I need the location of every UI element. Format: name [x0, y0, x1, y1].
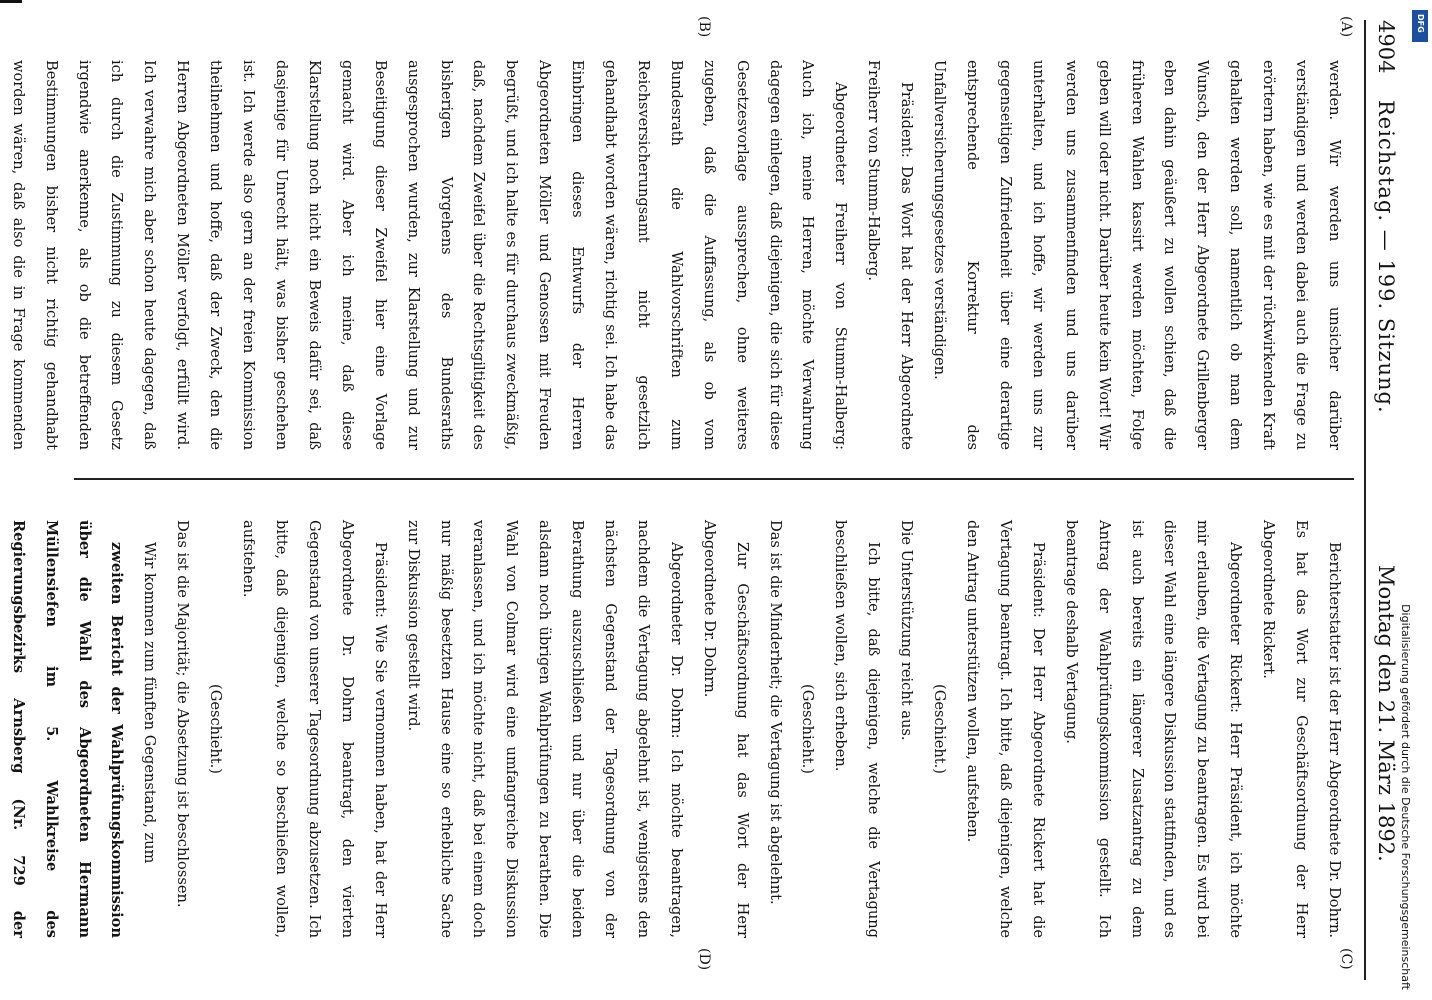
stage-direction: (Geschieht.)	[931, 684, 949, 774]
paragraph: Präsident: Wie Sie vernommen haben, hat der Herr Abgeordnete Dr. Dohrn beantragt, den vierten Gegenstand von unserer Tagesordnung abzusetzen. Ich bitte, daß diejenigen, welche so beschließen wollen, aufstehen.	[240, 520, 389, 938]
paragraph: Präsident: Das Wort hat der Herr Abgeordnete Freiherr von Stumm-Halberg.	[865, 60, 916, 450]
rotated-document-page	[9, 0, 1412, 1000]
margin-marker-c: (C)	[1338, 948, 1354, 970]
paragraph: Abgeordneter Dr. Dohrn: Ich möchte beantragen, nachdem die Vertagung abgelehnt ist, wenigstens den nächsten Gegenstand der Tagesordnung von der Berathung auszuschließen und nur über die beiden alsdann noch übrigen Wahlprüfungen zu berathen. Die Wahl von Colmar wird eine umfangreiche Diskussion veranlassen, und ich möchte nicht, daß bei einem doch nur mäßig besetzten Hause eine so erhebliche Sache zur Diskussion gestellt wird.	[404, 520, 685, 938]
session-date: Montag den 21. März 1892.	[1374, 565, 1398, 862]
digitization-credit	[1392, 30, 1418, 990]
credit-text: Digitalisierung gefördert durch die Deutsche Forschungsgemeinschaft	[1399, 604, 1412, 990]
left-text-column	[9, 60, 1350, 450]
paragraph: Die Unterstützung reicht aus.	[898, 520, 916, 741]
paragraph: Wir kommen zum fünften Gegenstand, zum	[141, 542, 159, 864]
stage-direction: (Geschieht.)	[799, 684, 817, 774]
margin-marker-a: (A)	[1338, 16, 1354, 38]
paragraph: Das ist die Minderheit; die Vertagung ist abgelehnt.	[766, 520, 784, 905]
paragraph: werden. Wir werden uns unsicher darüber verständigen und werden dabei auch die Frage zu erörtern haben, wie es mit der rückwirkenden Kraft gehalten werden soll, namentlich ob man dem Wunsch, den der Herr Abgeordnete Grillenberger eben dahin geäußert zu wollen schien, daß die früheren Wahlen kassirt werden möchten, Folge geben will oder nicht. Darüber heute kein Wort! Wir werden uns zusammenfinden und uns darüber unterhalten, und ich hoffe, wir werden uns zur gegenseitigen Zufriedenheit über eine derartige entsprechende Korrektur des Unfallversicherungsgesetzes verständigen.	[931, 60, 1343, 450]
paragraph: Abgeordneter Rickert: Herr Präsident, ich möchte mir erlauben, die Vertagung zu beantragen. Es wird bei dieser Wahl eine längere Diskussion stattfinden, und es ist auch bereits ein längerer Zusatzantrag zu dem Antrag der Wahlprüfungskommission gestellt. Ich beantrage deshalb Vertagung.	[1062, 520, 1245, 938]
margin-marker-d: (D)	[696, 948, 712, 971]
paragraph: Das ist die Majorität; die Absetzung ist beschlossen.	[174, 520, 192, 908]
paragraph: Präsident: Der Herr Abgeordnete Rickert hat die Vertagung beantragt. Ich bitte, daß diejenigen, welche den Antrag unterstützen wollen, aufstehen.	[964, 520, 1047, 938]
agenda-item: zweiten Bericht der Wahlprüfungskommission über die Wahl des Abgeordneten Hermann Müllensiefen im 5. Wahlkreise des Regierungsbezirks Arnsberg (Nr. 729 der	[9, 520, 126, 938]
column-divider	[74, 478, 1354, 480]
scan-edge-mark	[0, 0, 22, 3]
paragraph: Zur Geschäftsordnung hat das Wort der Herr Abgeordnete Dr. Dohrn.	[700, 520, 751, 938]
stage-direction: (Geschieht.)	[207, 684, 225, 774]
right-text-column	[9, 520, 1350, 938]
paragraph: Berichterstatter ist der Herr Abgeordnete Dr. Dohrn. Es hat das Wort zur Geschäftsordnung der Herr Abgeordnete Rickert.	[1260, 520, 1343, 938]
dfg-logo-text: DFG	[1416, 14, 1425, 33]
paragraph: Abgeordneter Freiherr von Stumm-Halberg: Auch ich, meine Herren, möchte Verwahrung dagegen einlegen, daß diejenigen, die sich für diese Gesetzesvorlage aussprechen, ohne weiteres zugeben, daß die Auffassung, als ob vom Bundesrath die Wahlvorschriften zum Reichsversicherungsamt nicht gesetzlich gehandhabt worden wären, richtig sei. Ich habe das Einbringen dieses Entwurfs der Herren Abgeordneten Möller und Genossen mit Freuden begrüßt, und ich halte es für durchaus zweckmäßig, daß, nachdem Zweifel über die Rechtsgiltigkeit des bisherigen Vorgehens des Bundesraths ausgesprochen wurden, zur Klarstellung und zur Beseitigung dieser Zweifel hier eine Vorlage gemacht wird. Aber ich meine, daß diese Klarstellung noch nicht ein Beweis dafür sei, daß dasjenige für Unrecht hält, was bisher geschehen ist. Ich werde also gern an der freien Kommission theilnehmen und hoffe, daß der Zweck, den die Herren Abgeordneten Möller verfolgt, erfüllt wird. Ich verwahre mich aber schon heute dagegen, daß ich durch die Zustimmung zu diesem Gesetz irgendwie anerkenne, als ob die betreffenden Bestimmungen bisher nicht richtig gehandhabt worden wären, daß also die in Frage kommenden	[9, 60, 850, 450]
session-title: Reichstag. — 199. Sitzung.	[1374, 100, 1398, 414]
margin-marker-b: (B)	[696, 16, 712, 38]
page-number: 4904	[1374, 20, 1398, 74]
dfg-logo	[1412, 10, 1428, 42]
paragraph: Ich bitte, daß diejenigen, welche die Vertagung beschließen wollen, sich erheben.	[832, 520, 883, 938]
